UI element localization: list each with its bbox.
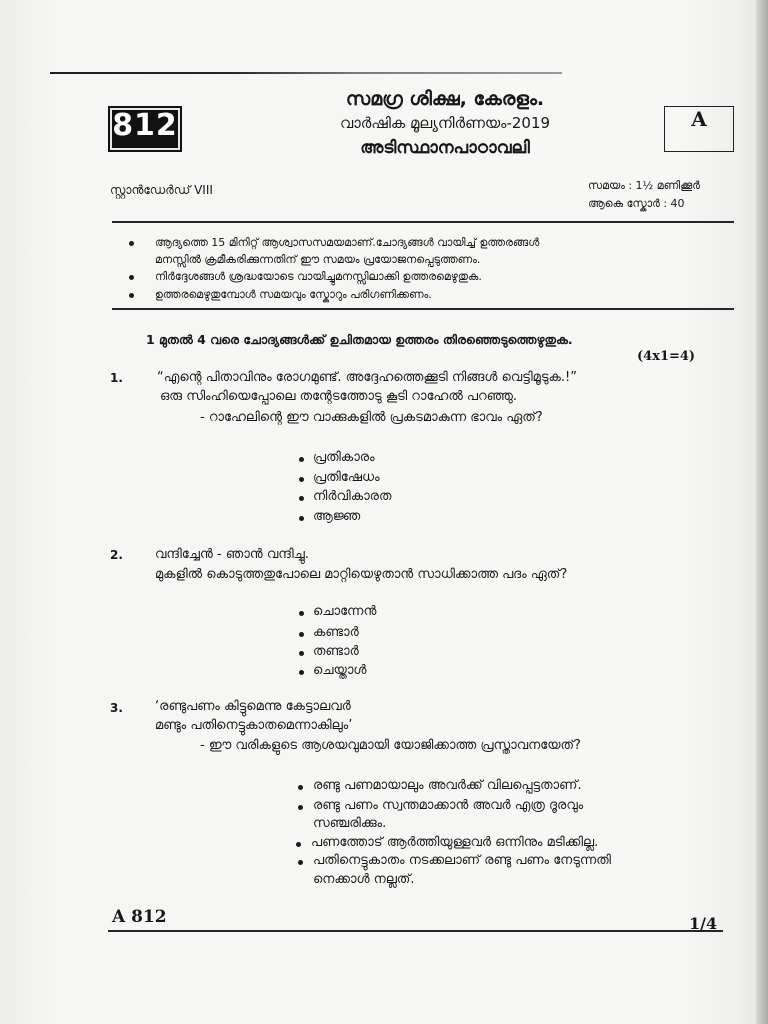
bullet-icon — [129, 275, 134, 280]
option: പ്രതിഷേധം — [313, 470, 380, 485]
paper-code-box: 812 — [108, 106, 182, 152]
question-stem-line: “എന്റെ പിതാവിനും രോഗമുണ്ട്. അദ്ദേഹത്തെക്കൂടി നിങ്ങൾ വെട്ടിമൂടുക.!” — [157, 370, 577, 385]
footer-paper-code: A 812 — [112, 907, 167, 927]
bullet-icon — [129, 241, 134, 246]
option: നിർവികാരത — [313, 489, 392, 504]
option-continuation: നെക്കാൾ നല്ലത്. — [313, 872, 415, 887]
option: പതിനെട്ടുകാതം നടക്കലാണ് രണ്ടു പണം നേടുന്നതി — [313, 853, 611, 868]
option: പ്രതികാരം — [313, 450, 375, 465]
bullet-icon — [299, 670, 304, 675]
time-label: സമയം : 1½ മണിക്കൂർ — [588, 179, 701, 192]
bullet-icon — [296, 842, 301, 847]
bullet-icon — [298, 805, 303, 810]
option: ചെയ്താൾ — [313, 663, 367, 678]
question-prompt: - റാഹേലിന്റെ ഈ വാക്കുകളിൽ പ്രകടമാകുന്ന ഭാവം ഏത്? — [200, 410, 543, 425]
instruction-3: ഉത്തരമെഴുതുമ്പോൾ സമയവും സ്കോറും പരിഗണിക്കണം. — [155, 288, 432, 301]
question-stem-line: ‘രണ്ടുപണം കിട്ടുമെന്നു കേട്ടാലവർ — [155, 699, 351, 714]
bullet-icon — [298, 860, 303, 865]
bullet-icon — [129, 293, 134, 298]
bullet-icon — [299, 632, 304, 637]
version-box: A — [664, 106, 734, 152]
question-prompt: - ഈ വരികളുടെ ആശയവുമായി യോജിക്കാത്ത പ്രസ്താവനയേത്? — [200, 738, 581, 753]
question-number: 3. — [110, 701, 123, 715]
header-rule — [112, 221, 734, 223]
question-stem-line: ഒരു സിംഹിയെപ്പോലെ തന്റേടത്തോടു കൂടി റാഹേൽ പറഞ്ഞു. — [160, 389, 518, 404]
option: പണത്തോട് ആർത്തിയുള്ളവർ ഒന്നിനും മടിക്കില്ല. — [311, 835, 599, 850]
option: രണ്ടു പണം സ്വന്തമാക്കാൻ അവർ എത്ര ദൂരവും — [313, 798, 584, 813]
question-stem-line: മണ്ടും പതിനെട്ടുകാതമെന്നാകിലും’ — [155, 718, 353, 733]
option: കണ്ടാർ — [313, 625, 359, 640]
section-marks: (4x1=4) — [637, 349, 696, 364]
bullet-icon — [299, 611, 304, 616]
standard-label: സ്റ്റാൻഡേർഡ് VIII — [110, 183, 213, 197]
option: തണ്ടാർ — [313, 644, 359, 659]
total-score-label: ആകെ സ്കോർ : 40 — [588, 197, 685, 210]
scan-edge-shadow — [756, 0, 768, 1024]
instruction-1-line-1: ആദ്യത്തെ 15 മിനിറ്റ് ആശ്വാസസമയമാണ്.ചോദ്യങ്ങൾ വായിച്ച് ഉത്തരങ്ങൾ — [155, 236, 540, 249]
exam-subtitle: വാർഷിക മൂല്യനിർണയം-2019 — [339, 114, 551, 132]
instruction-1-line-2: മനസ്സിൽ ക്രമീകരിക്കുന്നതിന് ഈ സമയം പ്രയോജനപ്പെടുത്തണം. — [155, 253, 481, 266]
exam-title: സമഗ്ര ശിക്ഷ, കേരളം. — [345, 88, 545, 110]
option-continuation: സഞ്ചരിക്കും. — [313, 816, 387, 831]
footer-rule — [108, 930, 723, 932]
question-stem-line: വന്ദിച്ചേൻ - ഞാൻ വന്ദിച്ചു. — [155, 547, 309, 562]
exam-subject: അടിസ്ഥാനപാഠാവലി — [360, 138, 530, 158]
question-stem-line: മുകളിൽ കൊടുത്തതുപോലെ മാറ്റിയെഴുതാൻ സാധിക്കാത്ത പദം ഏത്? — [155, 567, 568, 582]
bullet-icon — [299, 516, 304, 521]
page-number: 1/4 — [689, 914, 718, 933]
top-rule — [50, 72, 562, 74]
question-number: 1. — [110, 371, 123, 385]
instructions-rule — [112, 308, 734, 310]
option: ചൊന്നേൻ — [313, 604, 377, 619]
instruction-2: നിർദ്ദേശങ്ങൾ ശ്രദ്ധയോടെ വായിച്ചുമനസ്സിലാക്കി ഉത്തരമെഴുതുക. — [155, 270, 482, 283]
option: ആജ്ഞ — [313, 509, 361, 524]
bullet-icon — [299, 457, 304, 462]
bullet-icon — [298, 785, 303, 790]
bullet-icon — [299, 496, 304, 501]
bullet-icon — [299, 477, 304, 482]
option: രണ്ടു പണമായാലും അവർക്ക് വിലപ്പെട്ടതാണ്. — [313, 778, 582, 793]
section-directive: 1 മുതൽ 4 വരെ ചോദ്യങ്ങൾക്ക് ഉചിതമായ ഉത്തരം തിരഞ്ഞെടുത്തെഴുതുക. — [146, 332, 573, 347]
bullet-icon — [299, 651, 304, 656]
question-number: 2. — [110, 548, 123, 562]
